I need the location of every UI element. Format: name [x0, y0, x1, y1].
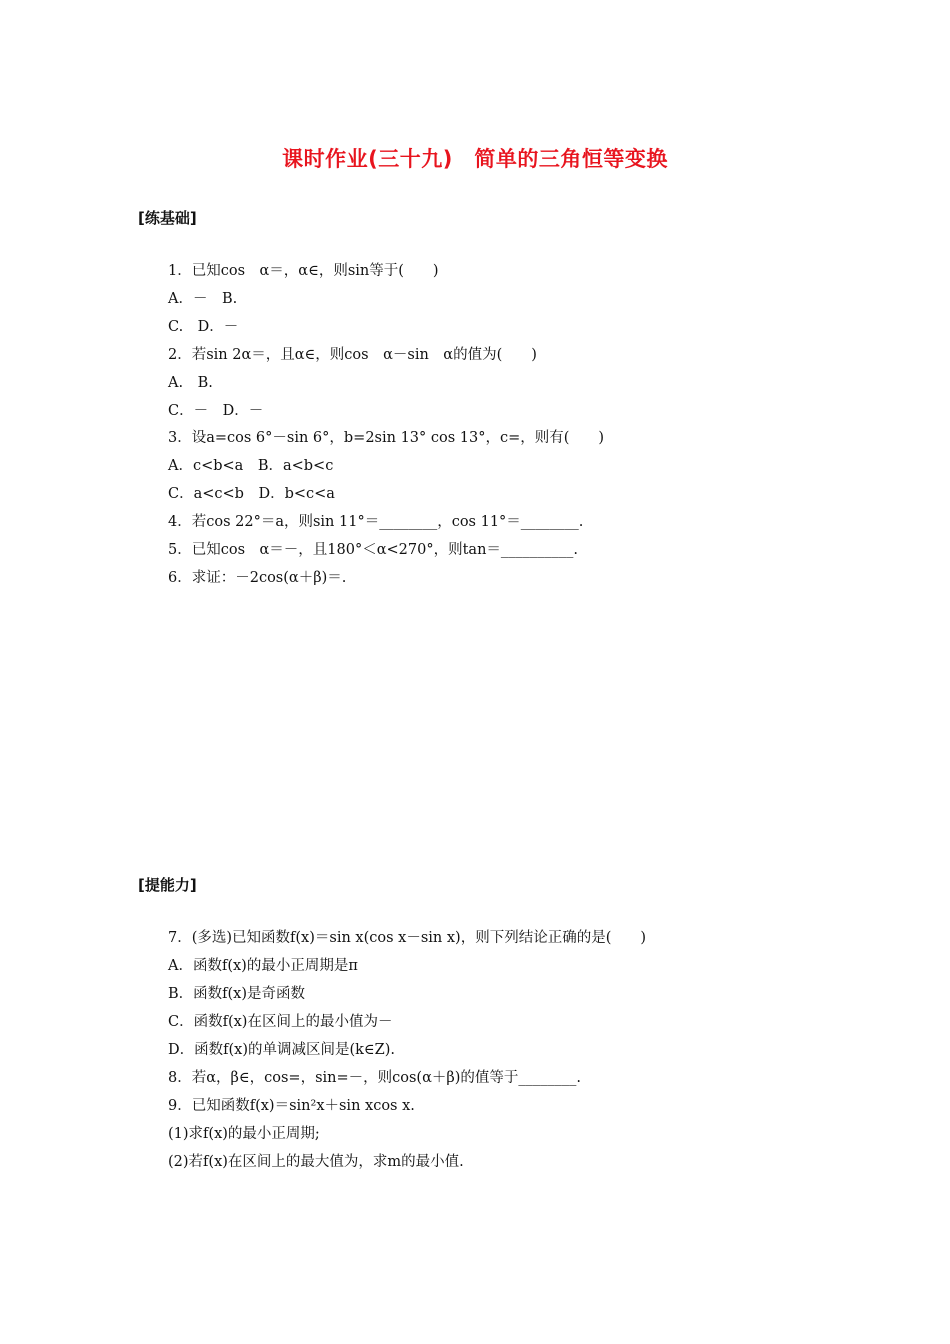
section-heading-advanced: [提能力]: [138, 876, 197, 894]
option-line: D．函数f(x)的单调减区间是(k∈Z).: [168, 1042, 396, 1058]
question-8: 8．若α，β∈，cos=，sin=－，则cos(α＋β)的值等于________.: [168, 1070, 582, 1086]
question-4: 4．若cos 22°＝a，则sin 11°＝________，cos 11°＝________.: [168, 514, 584, 530]
option-line: B．函数f(x)是奇函数: [168, 986, 306, 1002]
option-line: A．函数f(x)的最小正周期是π: [168, 958, 358, 974]
question-7: 7．(多选)已知函数f(x)＝sin x(cos x－sin x)，则下列结论正确的是( ): [168, 930, 647, 946]
section-heading-basics: [练基础]: [138, 209, 197, 227]
question-5: 5．已知cos α＝－，且180°＜α<270°，则tan＝__________.: [168, 542, 579, 558]
option-line: C．函数f(x)在区间上的最小值为－: [168, 1014, 393, 1030]
option-line: C．－ D．－: [168, 403, 264, 419]
option-line: C．a<c<b D．b<c<a: [168, 486, 335, 502]
subquestion-line: (1)求f(x)的最小正周期;: [168, 1126, 320, 1142]
question-1: 1．已知cos α＝，α∈，则sin等于( ): [168, 263, 439, 279]
option-line: A. B.: [168, 375, 213, 391]
option-line: A．c<b<a B．a<b<c: [168, 458, 334, 474]
question-6: 6．求证：－2cos(α＋β)＝.: [168, 570, 347, 586]
page-title: 课时作业(三十九) 简单的三角恒等变换: [282, 147, 668, 171]
option-line: C. D．－: [168, 319, 239, 335]
subquestion-line: (2)若f(x)在区间上的最大值为，求m的最小值.: [168, 1154, 464, 1170]
option-line: A．－ B.: [168, 291, 238, 307]
question-9: 9．已知函数f(x)＝sin²x＋sin xcos x.: [168, 1098, 415, 1114]
question-3: 3．设a=cos 6°－sin 6°，b=2sin 13° cos 13°，c=，则有( ): [168, 430, 605, 446]
question-2: 2．若sin 2α＝，且α∈，则cos α－sin α的值为( ): [168, 347, 537, 363]
